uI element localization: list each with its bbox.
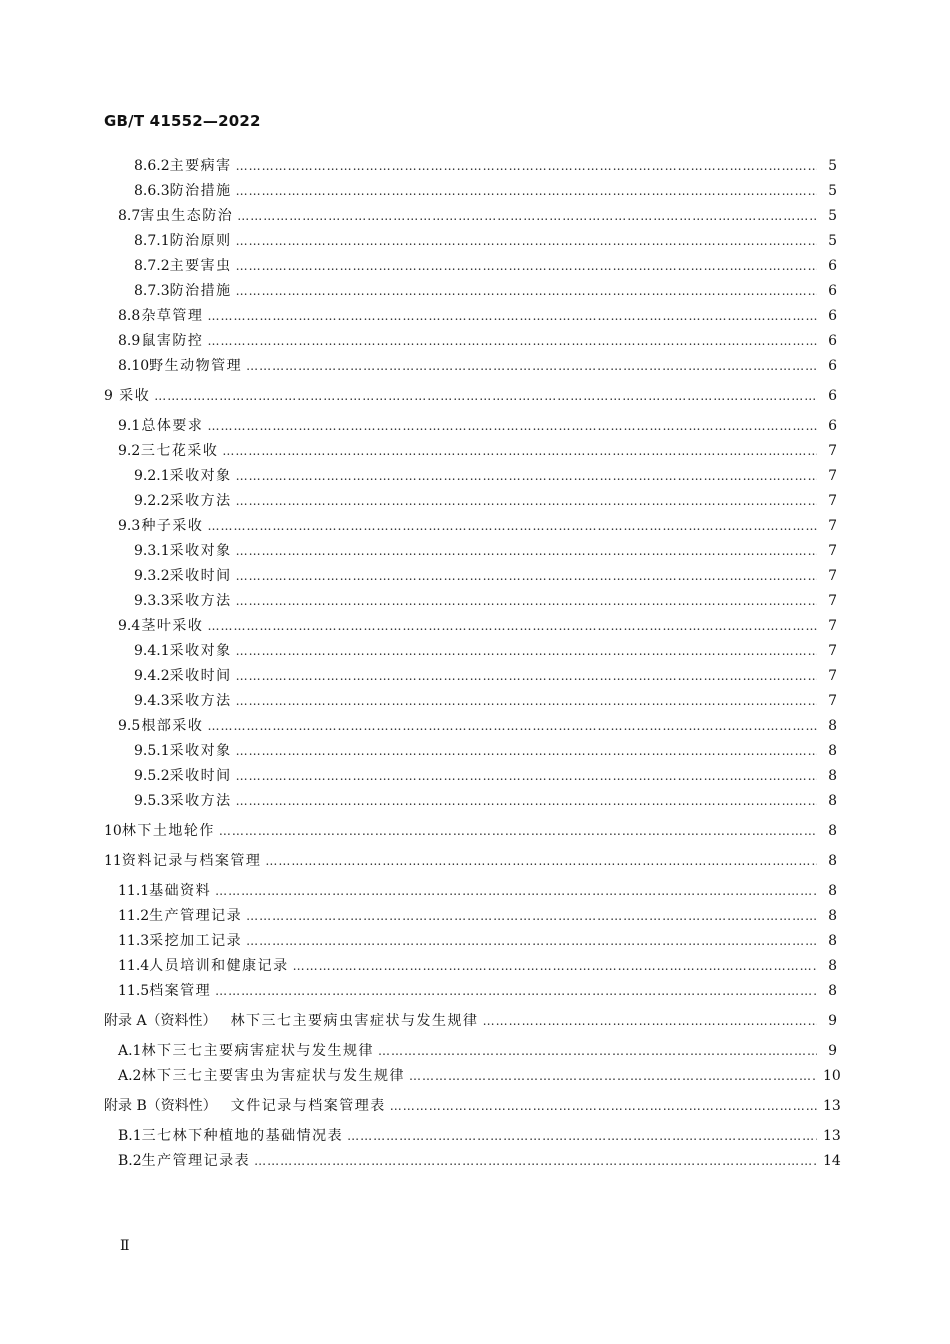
toc-leader-dots — [215, 879, 817, 904]
toc-entry-number: 8.7 — [118, 208, 141, 224]
toc-entry-title: 林下三七主要病害症状与发生规律 — [141, 1043, 374, 1059]
toc-entry-title: 文件记录与档案管理表 — [230, 1098, 386, 1114]
toc-leader-dots — [236, 179, 817, 204]
toc-entry[interactable] — [104, 849, 837, 874]
toc-leader-dots — [207, 614, 817, 639]
toc-entry-title: 种子采收 — [141, 518, 204, 534]
toc-leader-dots — [236, 489, 817, 514]
toc-leader-dots — [207, 329, 817, 354]
toc-entry-title: 基础资料 — [149, 883, 212, 899]
toc-entry[interactable] — [104, 1039, 837, 1064]
toc-entry[interactable] — [104, 714, 837, 739]
toc-entry-title: 主要害虫 — [169, 258, 232, 274]
toc-entry-page: 7 — [828, 618, 837, 634]
toc-entry-page: 5 — [828, 183, 837, 199]
toc-entry-number: 9.5.3 — [134, 793, 170, 809]
toc-leader-dots — [236, 739, 817, 764]
toc-entry-title: 采收对象 — [169, 743, 232, 759]
toc-entry-title: 资料记录与档案管理 — [121, 853, 262, 869]
toc-entry-number: 9.5.1 — [134, 743, 170, 759]
toc-entry-title: 三七林下种植地的基础情况表 — [141, 1128, 344, 1144]
toc-entry[interactable] — [104, 229, 837, 254]
toc-leader-dots — [236, 539, 817, 564]
toc-leader-dots — [293, 954, 817, 979]
toc-entry-page: 6 — [828, 358, 837, 374]
toc-entry-page: 5 — [828, 158, 837, 174]
toc-entry[interactable] — [104, 439, 837, 464]
toc-entry-title: 林下土地轮作 — [121, 823, 215, 839]
toc-entry[interactable] — [104, 929, 837, 954]
toc-entry[interactable] — [104, 539, 837, 564]
toc-entry-number: 8.9 — [118, 333, 141, 349]
toc-entry-title: 采挖加工记录 — [149, 933, 243, 949]
toc-leader-dots — [237, 204, 817, 229]
toc-entry[interactable] — [104, 979, 837, 1004]
toc-entry-page: 6 — [828, 418, 837, 434]
toc-leader-dots — [207, 514, 817, 539]
toc-entry[interactable] — [104, 464, 837, 489]
toc-leader-dots — [390, 1094, 817, 1119]
toc-entry-title: 林下三七主要病虫害症状与发生规律 — [230, 1013, 479, 1029]
toc-entry-page: 7 — [828, 643, 837, 659]
toc-entry-page: 9 — [828, 1043, 837, 1059]
toc-entry[interactable] — [104, 819, 837, 844]
toc-entry-title: 茎叶采收 — [141, 618, 204, 634]
toc-entry-page: 8 — [828, 983, 837, 999]
table-of-contents — [104, 154, 841, 1174]
toc-entry[interactable] — [104, 204, 837, 229]
toc-entry[interactable] — [104, 1124, 841, 1149]
toc-entry-number: 9.1 — [118, 418, 141, 434]
toc-entry-page: 8 — [828, 823, 837, 839]
toc-entry-number: 8.7.2 — [134, 258, 170, 274]
toc-entry-title: 采收对象 — [169, 543, 232, 559]
toc-entry[interactable] — [104, 954, 837, 979]
toc-entry-page: 8 — [828, 933, 837, 949]
toc-entry-page: 7 — [828, 518, 837, 534]
toc-entry-title: 采收方法 — [169, 693, 232, 709]
toc-entry-title: 杂草管理 — [141, 308, 204, 324]
toc-leader-dots — [236, 229, 817, 254]
toc-entry-page: 7 — [828, 443, 837, 459]
toc-entry-page: 7 — [828, 693, 837, 709]
toc-leader-dots — [207, 414, 817, 439]
toc-entry[interactable] — [104, 1149, 841, 1174]
toc-entry[interactable] — [104, 279, 837, 304]
toc-leader-dots — [219, 819, 817, 844]
toc-leader-dots — [483, 1009, 817, 1034]
toc-leader-dots — [236, 664, 817, 689]
toc-entry-number: 9.4 — [118, 618, 141, 634]
toc-entry-number: 10 — [104, 823, 122, 839]
toc-leader-dots — [236, 689, 817, 714]
toc-entry-number: 附录 A（资料性） — [104, 1013, 217, 1029]
toc-entry[interactable] — [104, 1064, 841, 1089]
toc-entry-title: 防治原则 — [169, 233, 232, 249]
toc-leader-dots — [222, 439, 817, 464]
toc-entry[interactable] — [104, 1094, 841, 1119]
toc-entry[interactable] — [104, 384, 837, 409]
toc-entry-number: 9.2.2 — [134, 493, 170, 509]
toc-entry-number: 11 — [104, 853, 122, 869]
toc-leader-dots — [246, 929, 817, 954]
toc-entry[interactable] — [104, 154, 837, 179]
toc-leader-dots — [236, 154, 817, 179]
toc-entry-title: 采收对象 — [169, 643, 232, 659]
toc-entry[interactable] — [104, 354, 837, 379]
toc-entry-number: 8.8 — [118, 308, 141, 324]
toc-entry-page: 8 — [828, 958, 837, 974]
toc-entry-number: 8.6.3 — [134, 183, 170, 199]
toc-entry-title: 人员培训和健康记录 — [149, 958, 289, 974]
toc-entry-page: 8 — [828, 908, 837, 924]
toc-leader-dots — [236, 564, 817, 589]
toc-entry-page: 9 — [828, 1013, 837, 1029]
toc-entry-page: 8 — [828, 883, 837, 899]
toc-entry-title: 采收对象 — [169, 468, 232, 484]
toc-entry-title: 采收时间 — [169, 668, 232, 684]
toc-entry-number: A.1 — [118, 1043, 142, 1059]
toc-leader-dots — [207, 714, 817, 739]
toc-entry-title: 防治措施 — [169, 183, 232, 199]
toc-entry-number: 9.5.2 — [134, 768, 170, 784]
toc-entry[interactable] — [104, 489, 837, 514]
toc-leader-dots — [246, 904, 817, 929]
toc-entry-page: 7 — [828, 493, 837, 509]
toc-entry-page: 8 — [828, 768, 837, 784]
toc-entry-number: 11.2 — [118, 908, 150, 924]
toc-entry-page: 13 — [823, 1128, 841, 1144]
toc-leader-dots — [265, 849, 817, 874]
toc-entry-title: 采收方法 — [169, 593, 232, 609]
toc-entry-number: 9.3 — [118, 518, 141, 534]
toc-leader-dots — [236, 639, 817, 664]
toc-entry-title: 生产管理记录 — [149, 908, 243, 924]
toc-entry-number: A.2 — [118, 1068, 142, 1084]
toc-entry-number: 9.5 — [118, 718, 141, 734]
toc-leader-dots — [154, 384, 817, 409]
toc-entry-number: 9.4.1 — [134, 643, 170, 659]
toc-entry-title: 根部采收 — [141, 718, 204, 734]
toc-entry-number: 8.7.3 — [134, 283, 170, 299]
toc-entry[interactable] — [104, 514, 837, 539]
toc-entry-number: 11.1 — [118, 883, 150, 899]
toc-entry[interactable] — [104, 789, 837, 814]
toc-entry-title: 三七花采收 — [140, 443, 219, 459]
toc-entry[interactable] — [104, 614, 837, 639]
toc-entry-number: 附录 B（资料性） — [104, 1098, 217, 1114]
toc-entry[interactable] — [104, 564, 837, 589]
toc-leader-dots — [347, 1124, 817, 1149]
page-number: Ⅱ — [120, 1238, 130, 1254]
toc-entry-page: 7 — [828, 568, 837, 584]
toc-entry-page: 8 — [828, 743, 837, 759]
toc-entry-page: 6 — [828, 333, 837, 349]
toc-leader-dots — [236, 254, 817, 279]
toc-entry[interactable] — [104, 589, 837, 614]
toc-entry-page: 6 — [828, 308, 837, 324]
toc-entry-number: 9.3.1 — [134, 543, 170, 559]
toc-entry-number: 9.3.3 — [134, 593, 170, 609]
toc-entry-title: 采收时间 — [169, 568, 232, 584]
toc-entry[interactable] — [104, 329, 837, 354]
toc-entry-number: B.1 — [118, 1128, 142, 1144]
toc-entry[interactable] — [104, 1009, 837, 1034]
toc-entry-title: 林下三七主要害虫为害症状与发生规律 — [141, 1068, 405, 1084]
toc-entry-number: 9 — [104, 388, 113, 404]
toc-entry[interactable] — [104, 639, 837, 664]
toc-entry-number: 8.7.1 — [134, 233, 170, 249]
toc-entry-page: 5 — [828, 233, 837, 249]
toc-entry-title: 总体要求 — [141, 418, 204, 434]
toc-entry-page: 8 — [828, 853, 837, 869]
toc-entry-number: 9.2.1 — [134, 468, 170, 484]
toc-entry[interactable] — [104, 414, 837, 439]
toc-entry-title: 生产管理记录表 — [141, 1153, 251, 1169]
toc-entry-number: B.2 — [118, 1153, 142, 1169]
toc-entry-page: 7 — [828, 593, 837, 609]
toc-leader-dots — [378, 1039, 817, 1064]
toc-entry-title: 防治措施 — [169, 283, 232, 299]
toc-entry-number: 9.2 — [118, 443, 141, 459]
toc-entry-title: 采收 — [119, 388, 151, 404]
toc-entry[interactable] — [104, 879, 837, 904]
toc-entry[interactable] — [104, 764, 837, 789]
toc-leader-dots — [246, 354, 817, 379]
toc-entry-title: 害虫生态防治 — [140, 208, 234, 224]
toc-entry-number: 8.10 — [118, 358, 150, 374]
toc-entry[interactable] — [104, 179, 837, 204]
toc-entry-title: 鼠害防控 — [141, 333, 204, 349]
toc-entry-number: 9.4.3 — [134, 693, 170, 709]
toc-entry-title: 野生动物管理 — [149, 358, 243, 374]
toc-entry-number: 11.4 — [118, 958, 150, 974]
toc-leader-dots — [215, 979, 817, 1004]
toc-entry-page: 8 — [828, 718, 837, 734]
toc-leader-dots — [409, 1064, 817, 1089]
toc-leader-dots — [207, 304, 817, 329]
toc-entry-page: 13 — [823, 1098, 841, 1114]
toc-entry[interactable] — [104, 904, 837, 929]
toc-leader-dots — [236, 764, 817, 789]
toc-entry-page: 5 — [828, 208, 837, 224]
toc-entry[interactable] — [104, 689, 837, 714]
toc-entry-title: 档案管理 — [149, 983, 212, 999]
toc-entry[interactable] — [104, 304, 837, 329]
toc-entry-title: 采收时间 — [169, 768, 232, 784]
toc-entry-page: 6 — [828, 283, 837, 299]
toc-entry-page: 7 — [828, 543, 837, 559]
toc-entry-page: 6 — [828, 388, 837, 404]
toc-leader-dots — [254, 1149, 817, 1174]
toc-entry-number: 11.5 — [118, 983, 150, 999]
toc-entry-page: 14 — [823, 1153, 841, 1169]
toc-entry-number: 9.3.2 — [134, 568, 170, 584]
toc-leader-dots — [236, 279, 817, 304]
toc-entry-page: 7 — [828, 468, 837, 484]
toc-leader-dots — [236, 589, 817, 614]
toc-entry-number: 9.4.2 — [134, 668, 170, 684]
toc-entry[interactable] — [104, 664, 837, 689]
toc-entry-number: 11.3 — [118, 933, 150, 949]
toc-entry-number: 8.6.2 — [134, 158, 170, 174]
toc-leader-dots — [236, 464, 817, 489]
toc-entry-page: 6 — [828, 258, 837, 274]
toc-entry-page: 7 — [828, 668, 837, 684]
toc-entry[interactable] — [104, 739, 837, 764]
document-code: GB/T 41552—2022 — [104, 112, 261, 130]
toc-entry-title: 采收方法 — [169, 793, 232, 809]
toc-entry-title: 主要病害 — [169, 158, 232, 174]
toc-entry-page: 10 — [823, 1068, 841, 1084]
toc-leader-dots — [236, 789, 817, 814]
toc-entry-page: 8 — [828, 793, 837, 809]
toc-entry-title: 采收方法 — [169, 493, 232, 509]
toc-entry[interactable] — [104, 254, 837, 279]
